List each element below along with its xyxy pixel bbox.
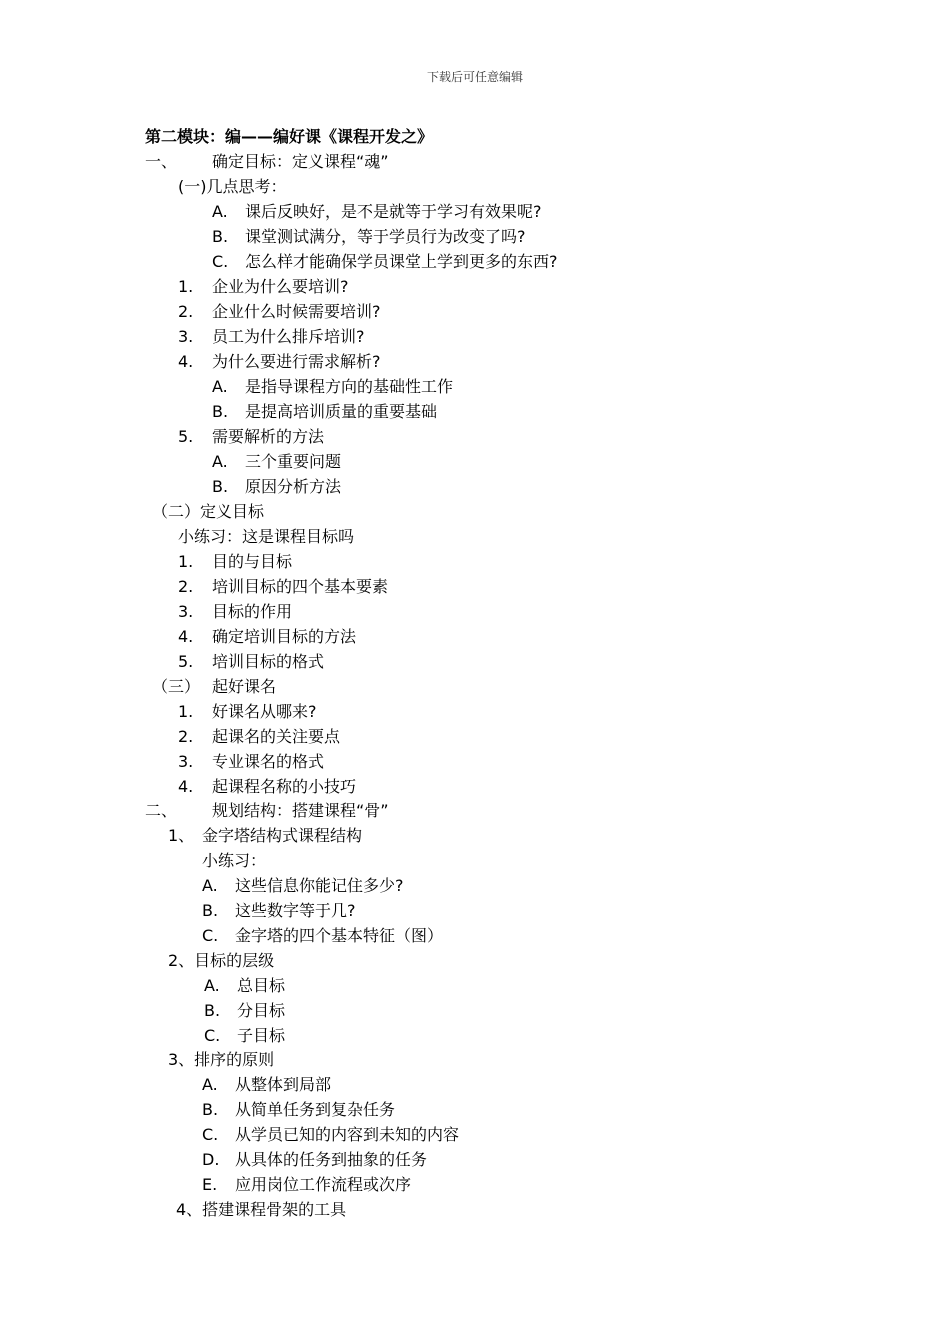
- list-marker: 1.: [178, 277, 194, 296]
- list-marker: B.: [212, 477, 229, 496]
- list-marker: A.: [202, 1075, 218, 1094]
- list-marker: 3.: [178, 602, 194, 621]
- list-marker: 4.: [178, 777, 194, 796]
- list-item-text: 企业为什么要培训?: [212, 277, 349, 296]
- list-marker: C.: [204, 1026, 221, 1045]
- list-marker: A.: [212, 202, 228, 221]
- list-item-text: 为什么要进行需求解析?: [212, 352, 381, 371]
- list-marker: 1.: [178, 702, 194, 721]
- list-marker: C.: [202, 1125, 219, 1144]
- list-marker: A.: [202, 876, 218, 895]
- list-item-text: 金字塔的四个基本特征（图）: [235, 926, 444, 945]
- list-item-text: 4、搭建课程骨架的工具: [176, 1200, 347, 1219]
- list-item-text: 目的与目标: [212, 552, 293, 571]
- list-item-text: (一)几点思考：: [178, 177, 287, 196]
- list-marker: 1.: [178, 552, 194, 571]
- list-marker: 2.: [178, 302, 194, 321]
- list-item-text: 原因分析方法: [245, 477, 342, 496]
- list-marker: B.: [202, 901, 219, 920]
- list-item-text: 从简单任务到复杂任务: [235, 1100, 396, 1119]
- list-item-text: 课后反映好，是不是就等于学习有效果呢?: [245, 202, 542, 221]
- list-marker: A.: [212, 377, 228, 396]
- list-item-text: 2、目标的层级: [168, 951, 275, 970]
- page-header: 下载后可任意编辑: [426, 70, 523, 84]
- list-item-text: 起课名的关注要点: [212, 727, 341, 746]
- list-item-text: 确定培训目标的方法: [212, 627, 357, 646]
- list-item-text: 从学员已知的内容到未知的内容: [235, 1125, 460, 1144]
- list-marker: B.: [204, 1001, 221, 1020]
- list-item-text: 分目标: [237, 1001, 286, 1020]
- list-item-text: （二）定义目标: [152, 502, 265, 521]
- list-marker: 一、: [145, 152, 178, 171]
- list-marker: 2.: [178, 577, 194, 596]
- list-marker: 5.: [178, 427, 194, 446]
- list-marker: 二、: [145, 801, 178, 820]
- list-marker: 3.: [178, 327, 194, 346]
- list-marker: B.: [202, 1100, 219, 1119]
- list-item-text: 小练习：这是课程目标吗: [178, 527, 355, 546]
- list-marker: E.: [202, 1175, 218, 1194]
- list-item-text: 是指导课程方向的基础性工作: [245, 377, 454, 396]
- list-item-text: 课堂测试满分，等于学员行为改变了吗?: [245, 227, 526, 246]
- list-item-text: 培训目标的格式: [212, 652, 325, 671]
- list-marker: （三）: [152, 677, 201, 696]
- list-item-text: 起好课名: [212, 677, 277, 696]
- list-marker: 3.: [178, 752, 194, 771]
- list-item-text: 企业什么时候需要培训?: [212, 302, 381, 321]
- list-marker: B.: [212, 402, 229, 421]
- list-item-text: 这些数字等于几?: [235, 901, 356, 920]
- list-marker: C.: [202, 926, 219, 945]
- list-item-text: 从具体的任务到抽象的任务: [235, 1150, 428, 1169]
- list-item-text: 子目标: [237, 1026, 286, 1045]
- list-marker: 1、: [168, 826, 195, 845]
- list-item-text: 确定目标：定义课程“魂”: [212, 152, 389, 171]
- list-marker: 2.: [178, 727, 194, 746]
- list-item-text: 是提高培训质量的重要基础: [245, 402, 438, 421]
- list-marker: D.: [202, 1150, 220, 1169]
- list-item-text: 应用岗位工作流程或次序: [235, 1175, 412, 1194]
- list-item-text: 专业课名的格式: [212, 752, 325, 771]
- list-item-text: 好课名从哪来?: [212, 702, 317, 721]
- list-item-text: 培训目标的四个基本要素: [212, 577, 389, 596]
- list-item-text: 三个重要问题: [245, 452, 342, 471]
- list-marker: 5.: [178, 652, 194, 671]
- list-item-text: 金字塔结构式课程结构: [202, 826, 363, 845]
- list-item-text: 这些信息你能记住多少?: [235, 876, 404, 895]
- list-marker: A.: [212, 452, 228, 471]
- module-title: 第二模块：编——编好课《课程开发之》: [145, 127, 434, 146]
- list-marker: A.: [204, 976, 220, 995]
- list-marker: B.: [212, 227, 229, 246]
- list-item-text: 需要解析的方法: [212, 427, 325, 446]
- list-item-text: 员工为什么排斥培训?: [212, 327, 365, 346]
- list-marker: 4.: [178, 352, 194, 371]
- list-item-text: 3、排序的原则: [168, 1050, 275, 1069]
- list-item-text: 怎么样才能确保学员课堂上学到更多的东西?: [245, 252, 558, 271]
- list-item-text: 总目标: [237, 976, 286, 995]
- list-item-text: 从整体到局部: [235, 1075, 332, 1094]
- list-marker: 4.: [178, 627, 194, 646]
- list-item-text: 小练习：: [202, 851, 267, 870]
- list-item-text: 规划结构：搭建课程“骨”: [212, 801, 389, 820]
- list-item-text: 目标的作用: [212, 602, 293, 621]
- list-item-text: 起课程名称的小技巧: [212, 777, 357, 796]
- list-marker: C.: [212, 252, 229, 271]
